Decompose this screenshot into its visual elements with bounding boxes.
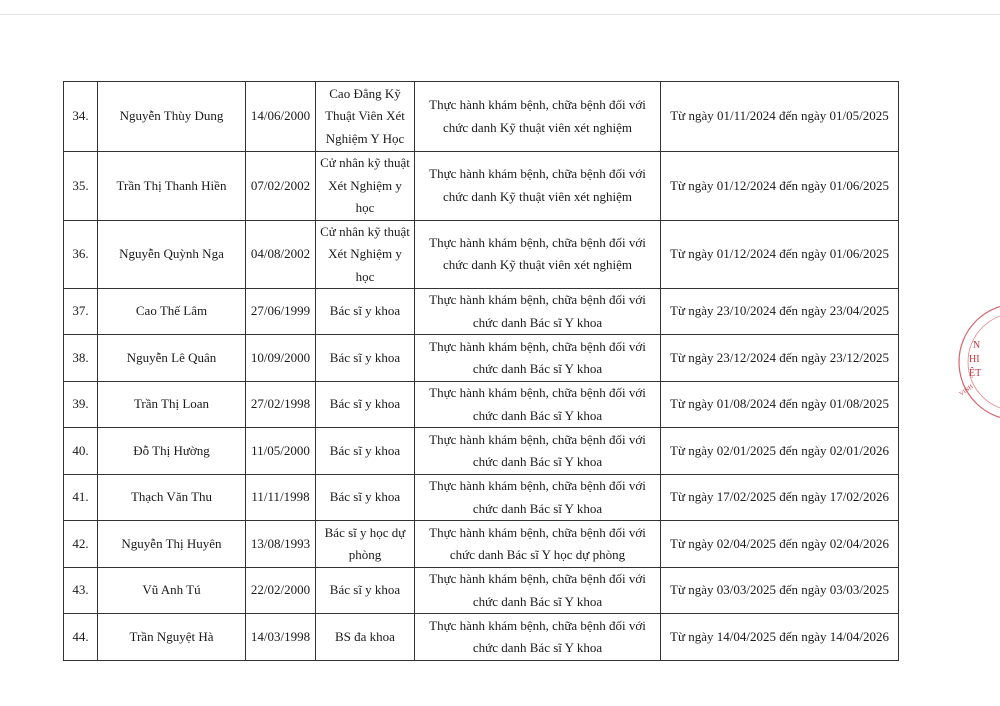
practice-period: Từ ngày 23/12/2024 đến ngày 23/12/2025	[661, 335, 899, 382]
qualification: Bác sĩ y học dự phòng	[316, 521, 415, 568]
trainee-name: Trần Thị Loan	[98, 382, 246, 428]
practice-content: Thực hành khám bệnh, chữa bệnh đối với chức danh Kỹ thuật viên xét nghiệm	[415, 152, 661, 221]
seal-text-2: HI	[969, 354, 980, 365]
row-number: 43.	[64, 568, 98, 614]
table-body	[64, 82, 899, 661]
seal-text-1: N	[973, 340, 981, 351]
qualification: Bác sĩ y khoa	[316, 382, 415, 428]
table-row	[64, 335, 899, 382]
row-number: 34.	[64, 82, 98, 152]
trainee-name: Cao Thế Lâm	[98, 289, 246, 335]
qualification: Bác sĩ y khoa	[316, 289, 415, 335]
date-of-birth: 13/08/1993	[246, 521, 316, 568]
row-number: 44.	[64, 614, 98, 661]
trainee-name: Thạch Văn Thu	[98, 475, 246, 521]
practice-period: Từ ngày 23/10/2024 đến ngày 23/04/2025	[661, 289, 899, 335]
scan-edge-line	[0, 14, 1000, 15]
table-row	[64, 382, 899, 428]
practice-content: Thực hành khám bệnh, chữa bệnh đối với chức danh Bác sĩ Y khoa	[415, 475, 661, 521]
table-row	[64, 220, 899, 289]
row-number: 38.	[64, 335, 98, 382]
qualification: Cử nhân kỹ thuật Xét Nghiệm y học	[316, 152, 415, 221]
practice-content: Thực hành khám bệnh, chữa bệnh đối với chức danh Bác sĩ Y học dự phòng	[415, 521, 661, 568]
date-of-birth: 27/06/1999	[246, 289, 316, 335]
qualification: Bác sĩ y khoa	[316, 335, 415, 382]
practice-period: Từ ngày 02/04/2025 đến ngày 02/04/2026	[661, 521, 899, 568]
table-row	[64, 152, 899, 221]
practice-period: Từ ngày 03/03/2025 đến ngày 03/03/2025	[661, 568, 899, 614]
qualification: Bác sĩ y khoa	[316, 475, 415, 521]
qualification: Bác sĩ y khoa	[316, 428, 415, 475]
trainee-name: Trần Thị Thanh Hiền	[98, 152, 246, 221]
qualification: Cao Đẳng Kỹ Thuật Viên Xét Nghiệm Y Học	[316, 82, 415, 152]
qualification: BS đa khoa	[316, 614, 415, 661]
date-of-birth: 14/03/1998	[246, 614, 316, 661]
practice-content: Thực hành khám bệnh, chữa bệnh đối với chức danh Bác sĩ Y khoa	[415, 614, 661, 661]
date-of-birth: 27/02/1998	[246, 382, 316, 428]
row-number: 35.	[64, 152, 98, 221]
table-row	[64, 521, 899, 568]
practice-period: Từ ngày 17/02/2025 đến ngày 17/02/2026	[661, 475, 899, 521]
trainee-name: Nguyễn Thị Huyên	[98, 521, 246, 568]
trainee-name: Trần Nguyệt Hà	[98, 614, 246, 661]
date-of-birth: 07/02/2002	[246, 152, 316, 221]
practice-content: Thực hành khám bệnh, chữa bệnh đối với chức danh Bác sĩ Y khoa	[415, 428, 661, 475]
trainee-name: Vũ Anh Tú	[98, 568, 246, 614]
practice-period: Từ ngày 01/08/2024 đến ngày 01/08/2025	[661, 382, 899, 428]
row-number: 39.	[64, 382, 98, 428]
practice-content: Thực hành khám bệnh, chữa bệnh đối với chức danh Bác sĩ Y khoa	[415, 382, 661, 428]
seal-text-4: VINH	[958, 384, 975, 398]
qualification: Cử nhân kỹ thuật Xét Nghiệm y học	[316, 220, 415, 289]
table-row	[64, 289, 899, 335]
row-number: 37.	[64, 289, 98, 335]
practitioner-table	[63, 81, 899, 661]
practice-period: Từ ngày 02/01/2025 đến ngày 02/01/2026	[661, 428, 899, 475]
date-of-birth: 04/08/2002	[246, 220, 316, 289]
practice-content: Thực hành khám bệnh, chữa bệnh đối với chức danh Bác sĩ Y khoa	[415, 568, 661, 614]
row-number: 42.	[64, 521, 98, 568]
date-of-birth: 22/02/2000	[246, 568, 316, 614]
table-row	[64, 475, 899, 521]
practice-content: Thực hành khám bệnh, chữa bệnh đối với chức danh Bác sĩ Y khoa	[415, 335, 661, 382]
trainee-name: Nguyễn Lê Quân	[98, 335, 246, 382]
row-number: 41.	[64, 475, 98, 521]
table-row	[64, 568, 899, 614]
table-row	[64, 82, 899, 152]
table-row	[64, 614, 899, 661]
practice-period: Từ ngày 14/04/2025 đến ngày 14/04/2026	[661, 614, 899, 661]
table-row	[64, 428, 899, 475]
seal-text-3: ỆT	[969, 368, 982, 379]
qualification: Bác sĩ y khoa	[316, 568, 415, 614]
row-number: 36.	[64, 220, 98, 289]
date-of-birth: 11/05/2000	[246, 428, 316, 475]
trainee-name: Nguyễn Thùy Dung	[98, 82, 246, 152]
date-of-birth: 10/09/2000	[246, 335, 316, 382]
practice-period: Từ ngày 01/11/2024 đến ngày 01/05/2025	[661, 82, 899, 152]
red-seal-stamp	[955, 300, 1000, 430]
practice-content: Thực hành khám bệnh, chữa bệnh đối với chức danh Kỹ thuật viên xét nghiệm	[415, 220, 661, 289]
trainee-name: Đỗ Thị Hường	[98, 428, 246, 475]
row-number: 40.	[64, 428, 98, 475]
date-of-birth: 14/06/2000	[246, 82, 316, 152]
practice-period: Từ ngày 01/12/2024 đến ngày 01/06/2025	[661, 220, 899, 289]
practice-period: Từ ngày 01/12/2024 đến ngày 01/06/2025	[661, 152, 899, 221]
date-of-birth: 11/11/1998	[246, 475, 316, 521]
practice-content: Thực hành khám bệnh, chữa bệnh đối với chức danh Bác sĩ Y khoa	[415, 289, 661, 335]
practice-content: Thực hành khám bệnh, chữa bệnh đối với chức danh Kỹ thuật viên xét nghiệm	[415, 82, 661, 152]
trainee-name: Nguyễn Quỳnh Nga	[98, 220, 246, 289]
